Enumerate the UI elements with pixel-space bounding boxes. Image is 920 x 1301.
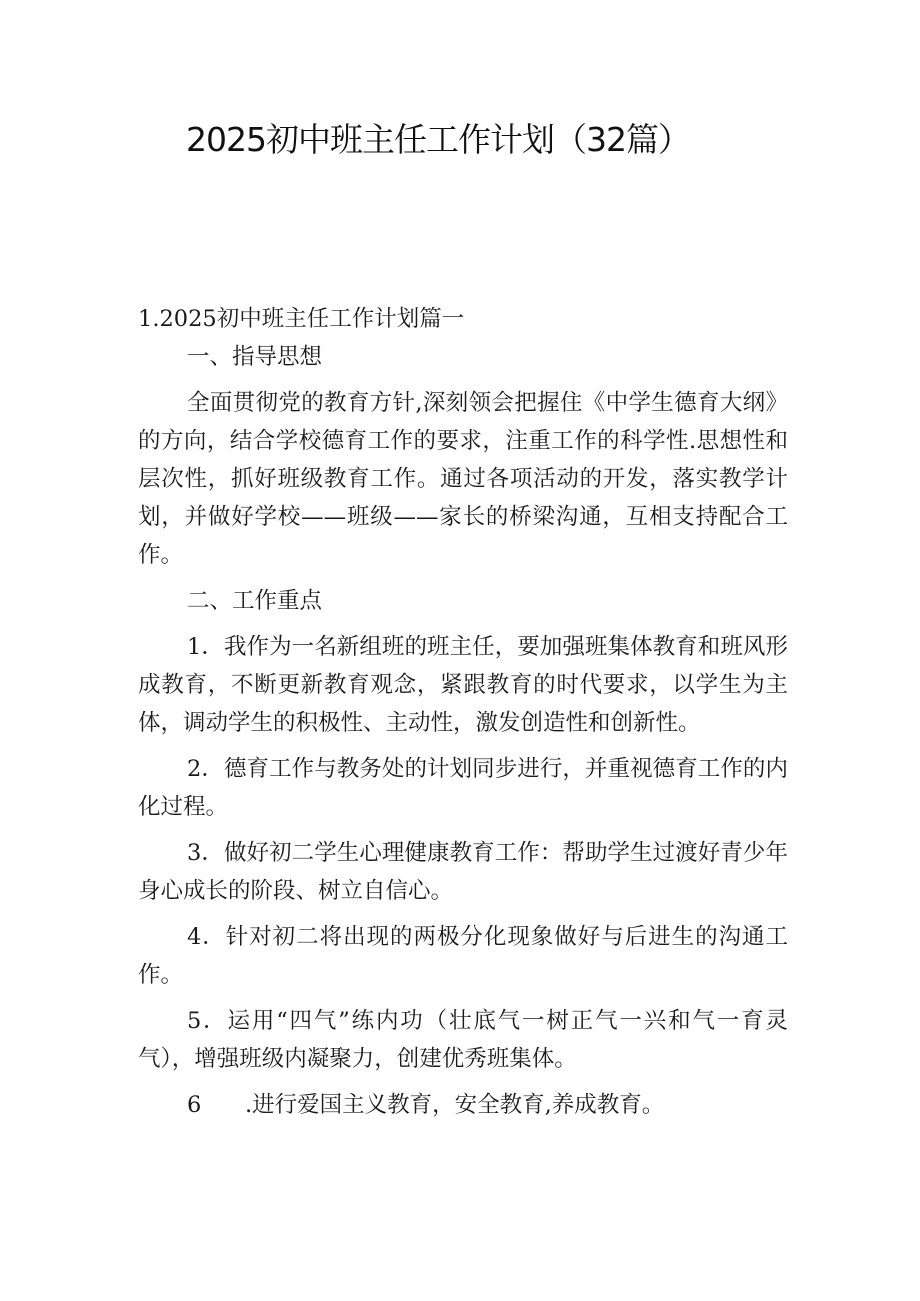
document-body [138, 300, 788, 1124]
section-heading: 1.2025初中班主任工作计划篇一 [138, 306, 465, 332]
focus-item-6-text: .进行爱国主义教育，安全教育,养成教育。 [245, 1092, 665, 1118]
heading-work-focus: 二、工作重点 [187, 588, 323, 614]
focus-item-3: 3．做好初二学生心理健康教育工作：帮助学生过渡好青少年身心成长的阶段、树立自信心。 [138, 840, 788, 904]
focus-item-1: 1．我作为一名新组班的班主任，要加强班集体教育和班风形成教育，不断更新教育观念，紧跟教育的时代要求，以学生为主体，调动学生的积极性、主动性，激发创造性和创新性。 [138, 634, 788, 736]
focus-item-5: 5．运用“四气”练内功（壮底气一树正气一兴和气一育灵气），增强班级内凝聚力，创建优秀班集体。 [138, 1008, 788, 1072]
focus-item-2: 2．德育工作与教务处的计划同步进行，并重视德育工作的内化过程。 [138, 756, 788, 820]
heading-guiding-ideology: 一、指导思想 [187, 344, 323, 370]
paragraph-guiding-ideology: 全面贯彻党的教育方针,深刻领会把握住《中学生德育大纲》的方向，结合学校德育工作的要求，注重工作的科学性.思想性和层次性，抓好班级教育工作。通过各项活动的开发，落实教学计划，并做好学校——班级——家长的桥梁沟通，互相支持配合工作。 [138, 390, 788, 568]
focus-item-6 [138, 1086, 788, 1124]
focus-item-6-number: 6 [187, 1092, 202, 1118]
document-title: 2025初中班主任工作计划（32篇） [186, 120, 690, 159]
focus-item-4: 4．针对初二将出现的两极分化现象做好与后进生的沟通工作。 [138, 924, 788, 988]
